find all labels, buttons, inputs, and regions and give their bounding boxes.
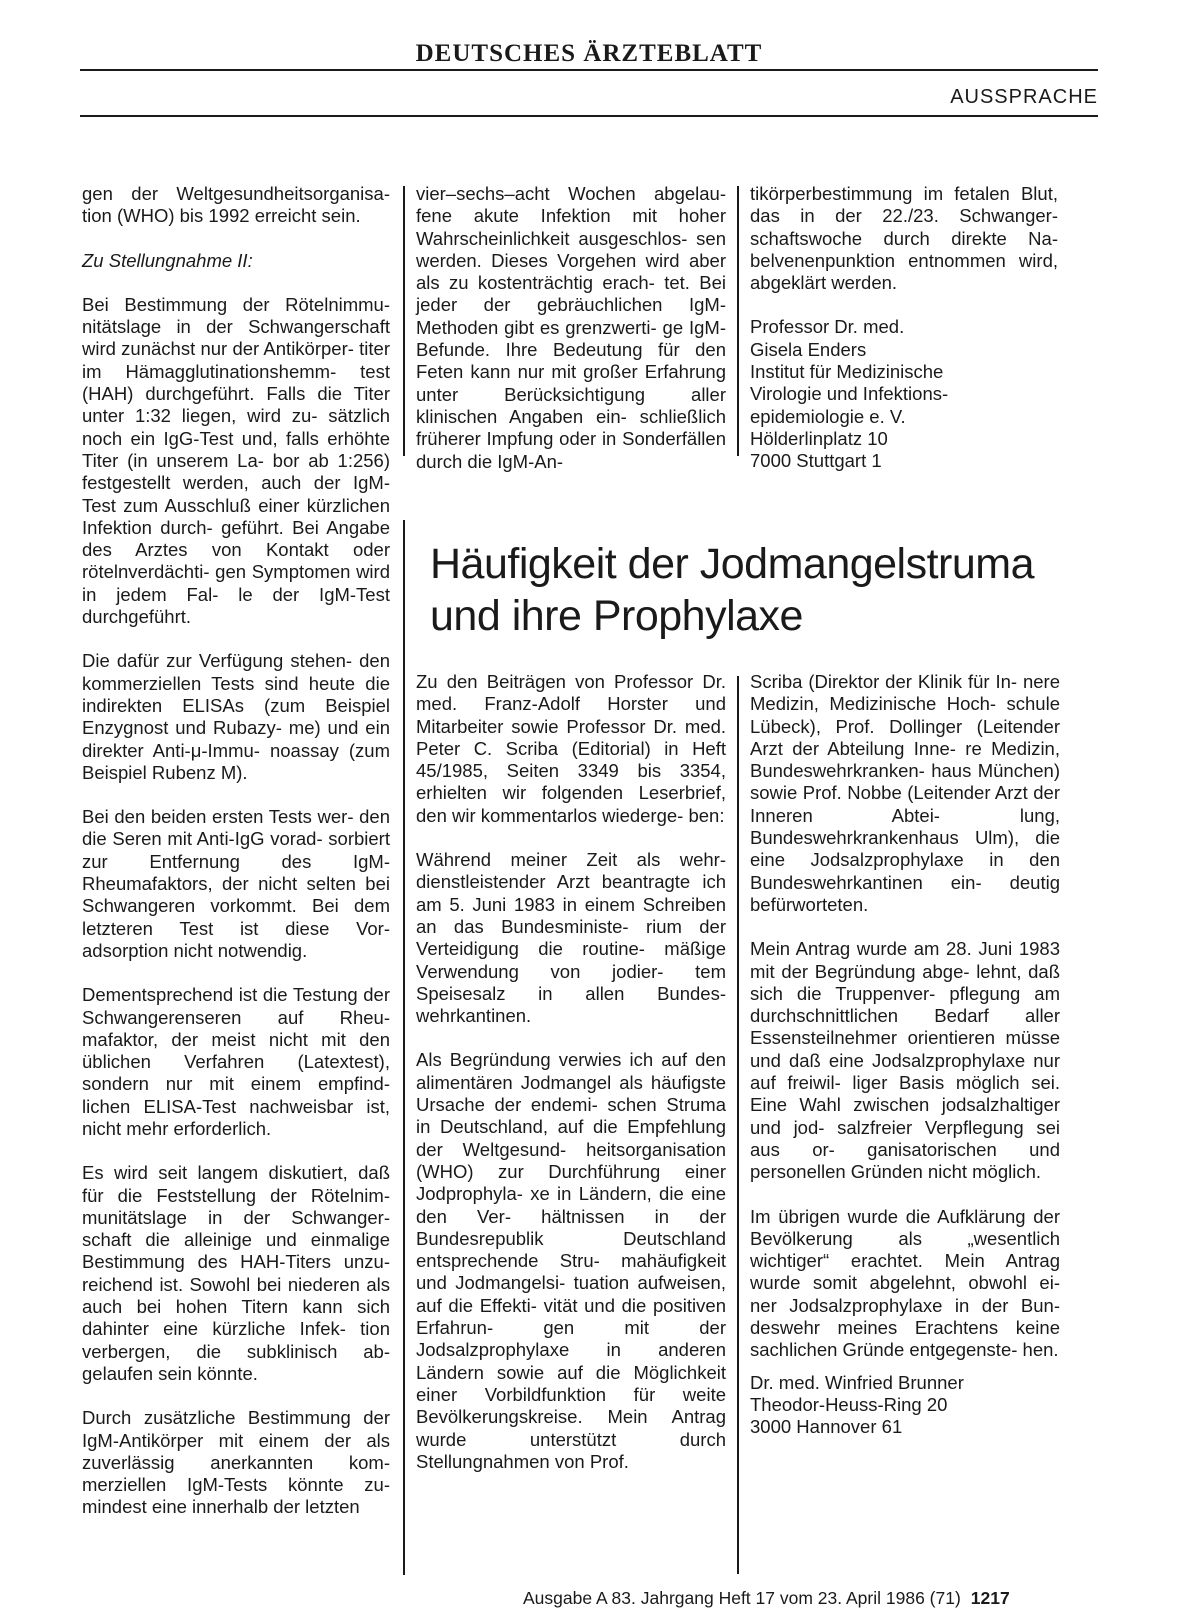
signature-line: 7000 Stuttgart 1 [750, 450, 882, 472]
signature-line: 3000 Hannover 61 [750, 1416, 903, 1438]
column-divider [403, 520, 405, 1575]
page-number: 1217 [970, 1588, 1010, 1608]
section-label: AUSSPRACHE [950, 86, 1098, 108]
paragraph: Bei Bestimmung der Rötelnimmu- nitätslage in der Schwangerschaft wird zunächst nur der Antikörper- titer im Hämagglutinationshemm- test (HAH) durchgeführt. Falls die Titer unter 1:32 liegen, wird zu- sätzlich noch ein IgG-Test und, falls erhöhte Titer (in unserem La- bor ab 1:256) festgestellt werden, auch der IgM-Test zum Ausschluß einer kürzlichen Infektion durch- geführt. Bei Angabe des Arztes von Kontakt oder rötelnverdächti- gen Symptomen wird in jedem Fal- le der IgM-Test durchgeführt. [82, 293, 390, 628]
signature-line: Institut für Medizinische [750, 361, 944, 383]
signature-line: Gisela Enders [750, 338, 867, 360]
signature-line: Professor Dr. med. [750, 316, 905, 338]
article-title-line: Häufigkeit der Jodmangelstruma [430, 540, 1035, 588]
signature-line: Hölderlinplatz 10 [750, 427, 888, 449]
paragraph: Als Begründung verwies ich auf den alimentären Jodmangel als häufigste Ursache der endemi- schen Struma in Deutschland, auf die Empfehlung der Weltgesund- heitsorganisation (WHO) zur Durchführung einer Jodprophyla- xe in Ländern, die eine den Ver- hältnissen in der Bundesrepublik Deutschland entsprechende Stru- mahäufigkeit und Jodmangelsi- tuation aufweisen, auf die Effekti- vität und die positiven Erfahrun- gen mit der Jodsalzprophylaxe in anderen Ländern sowie auf die Möglichkeit einer Vorbildfunktion für weite Bevölkerungskreise. Mein Antrag wurde unterstützt durch Stellungnahmen von Prof. [416, 1049, 726, 1472]
signature-line: Virologie und Infektions- [750, 383, 949, 405]
column-2-bottom [416, 671, 726, 1495]
subheading: Zu Stellungnahme II: [82, 249, 253, 271]
column-2-top [416, 183, 726, 495]
column-divider [737, 676, 739, 1574]
signature-line: Dr. med. Winfried Brunner [750, 1371, 964, 1393]
paragraph: tikörperbestimmung im fetalen Blut, das in der 22./23. Schwanger- schaftswoche durch direkte Na- belvenenpunktion entnommen wird, abgeklärt werden. [750, 183, 1058, 294]
signature-block [750, 316, 1058, 472]
masthead: DEUTSCHES ÄRZTEBLATT [415, 40, 763, 67]
column-divider [403, 186, 405, 456]
article-title-line: und ihre Prophylaxe [430, 592, 803, 640]
paragraph: Bei den beiden ersten Tests wer- den die Seren mit Anti-IgG vorad- sorbiert zur Entfernung des IgM- Rheumafaktors, der nicht selten bei Schwangeren vorkommt. Bei dem letzteren Test ist diese Vor- adsorption nicht notwendig. [82, 806, 390, 961]
page-footer [523, 1588, 1010, 1609]
paragraph: gen der Weltgesundheitsorganisa- tion (WHO) bis 1992 erreicht sein. [82, 183, 390, 227]
signature-line: epidemiologie e. V. [750, 405, 906, 427]
paragraph: Es wird seit langem diskutiert, daß für die Feststellung der Rötelnim- munitätslage in der Schwanger- schaft die alleinige und einmalige Bestimmung des HAH-Titers unzu- reichend ist. Sowohl bei niederen als auch bei hohen Titern kann sich dahinter eine kürzliche Infek- tion verbergen, die subklinisch ab- gelaufen sein könnte. [82, 1162, 390, 1384]
paragraph: Zu den Beiträgen von Professor Dr. med. Franz-Adolf Horster und Mitarbeiter sowie Professor Dr. med. Peter C. Scriba (Editorial) in Heft 45/1985, Seiten 3349 bis 3354, erhielten wir folgenden Leserbrief, den wir kommentarlos wiederge- ben: [416, 671, 726, 826]
signature-line: Theodor-Heuss-Ring 20 [750, 1393, 948, 1415]
paragraph: Dementsprechend ist die Testung der Schwangerenseren auf Rheu- mafaktor, der meist nicht mit den üblichen Verfahren (Latextest), sondern nur mit einem empfind- lichen ELISA-Test nachweisbar ist, nicht mehr erforderlich. [82, 984, 390, 1139]
signature-block [750, 1372, 1060, 1439]
paragraph: Die dafür zur Verfügung stehen- den kommerziellen Tests sind heute die indirekten ELISAs (zum Beispiel Enzygnost und Rubazy- me) und ein direkter Anti-μ-Immu- noassay (zum Beispiel Rubenz M). [82, 650, 390, 783]
column-3-top [750, 183, 1058, 473]
issue-info: Ausgabe A 83. Jahrgang Heft 17 vom 23. April 1986 (71) [523, 1588, 961, 1608]
paragraph: Mein Antrag wurde am 28. Juni 1983 mit der Begründung abge- lehnt, daß sich die Truppenver- pflegung am durchschnittlichen Bedarf aller Essensteilnehmer orientieren müsse und daß eine Jodsalzprophylaxe nur auf freiwil- liger Basis möglich sei. Eine Wahl zwischen jodsalzhaltiger und jod- salzfreier Verpflegung sei aus or- ganisatorischen und personellen Gründen nicht möglich. [750, 938, 1060, 1183]
column-1 [82, 183, 390, 1541]
paragraph: Während meiner Zeit als wehr- dienstleistender Arzt beantragte ich am 5. Juni 1983 in einem Schreiben an das Bundesministe- rium der Verteidigung die routine- mäßige Verwendung von jodier- tem Speisesalz in allen Bundes- wehrkantinen. [416, 849, 726, 1027]
masthead-rule [80, 69, 1098, 71]
section-rule [80, 115, 1098, 117]
paragraph: Im übrigen wurde die Aufklärung der Bevölkerung als „wesentlich wichtiger“ erachtet. Mein Antrag wurde somit abgelehnt, obwohl ei- ner Jodsalzprophylaxe in der Bun- deswehr meines Erachtens keine sachlichen Gründe entgegenste- hen. [750, 1205, 1060, 1361]
column-3-bottom [750, 671, 1060, 1439]
article-title [430, 538, 1110, 642]
column-divider [737, 186, 739, 456]
paragraph: Durch zusätzliche Bestimmung der IgM-Antikörper mit einem der als zuverlässig anerkannten kom- merziellen IgM-Tests könnte zu- mindest eine innerhalb der letzten [82, 1407, 390, 1518]
paragraph: vier–sechs–acht Wochen abgelau- fene akute Infektion mit hoher Wahrscheinlichkeit ausgeschlos- sen werden. Dieses Vorgehen wird aber als zu kostenträchtig erach- tet. Bei jeder der gebräuchlichen IgM-Methoden gibt es grenzwerti- ge IgM-Befunde. Ihre Bedeutung für den Feten kann nur mit großer Erfahrung unter Berücksichtigung aller klinischen Angaben ein- schließlich früherer Impfung oder in Sonderfällen durch die IgM-An- [416, 183, 726, 472]
paragraph: Scriba (Direktor der Klinik für In- nere Medizin, Medizinische Hoch- schule Lübeck), Prof. Dollinger (Leitender Arzt der Abteilung Inne- re Medizin, Bundeswehrkranken- haus München) sowie Prof. Nobbe (Leitender Arzt der Inneren Abtei- lung, Bundeswehrkrankenhaus Ulm), die eine Jodsalzprophylaxe in den Bundeswehrkantinen ein- deutig befürworteten. [750, 671, 1060, 915]
